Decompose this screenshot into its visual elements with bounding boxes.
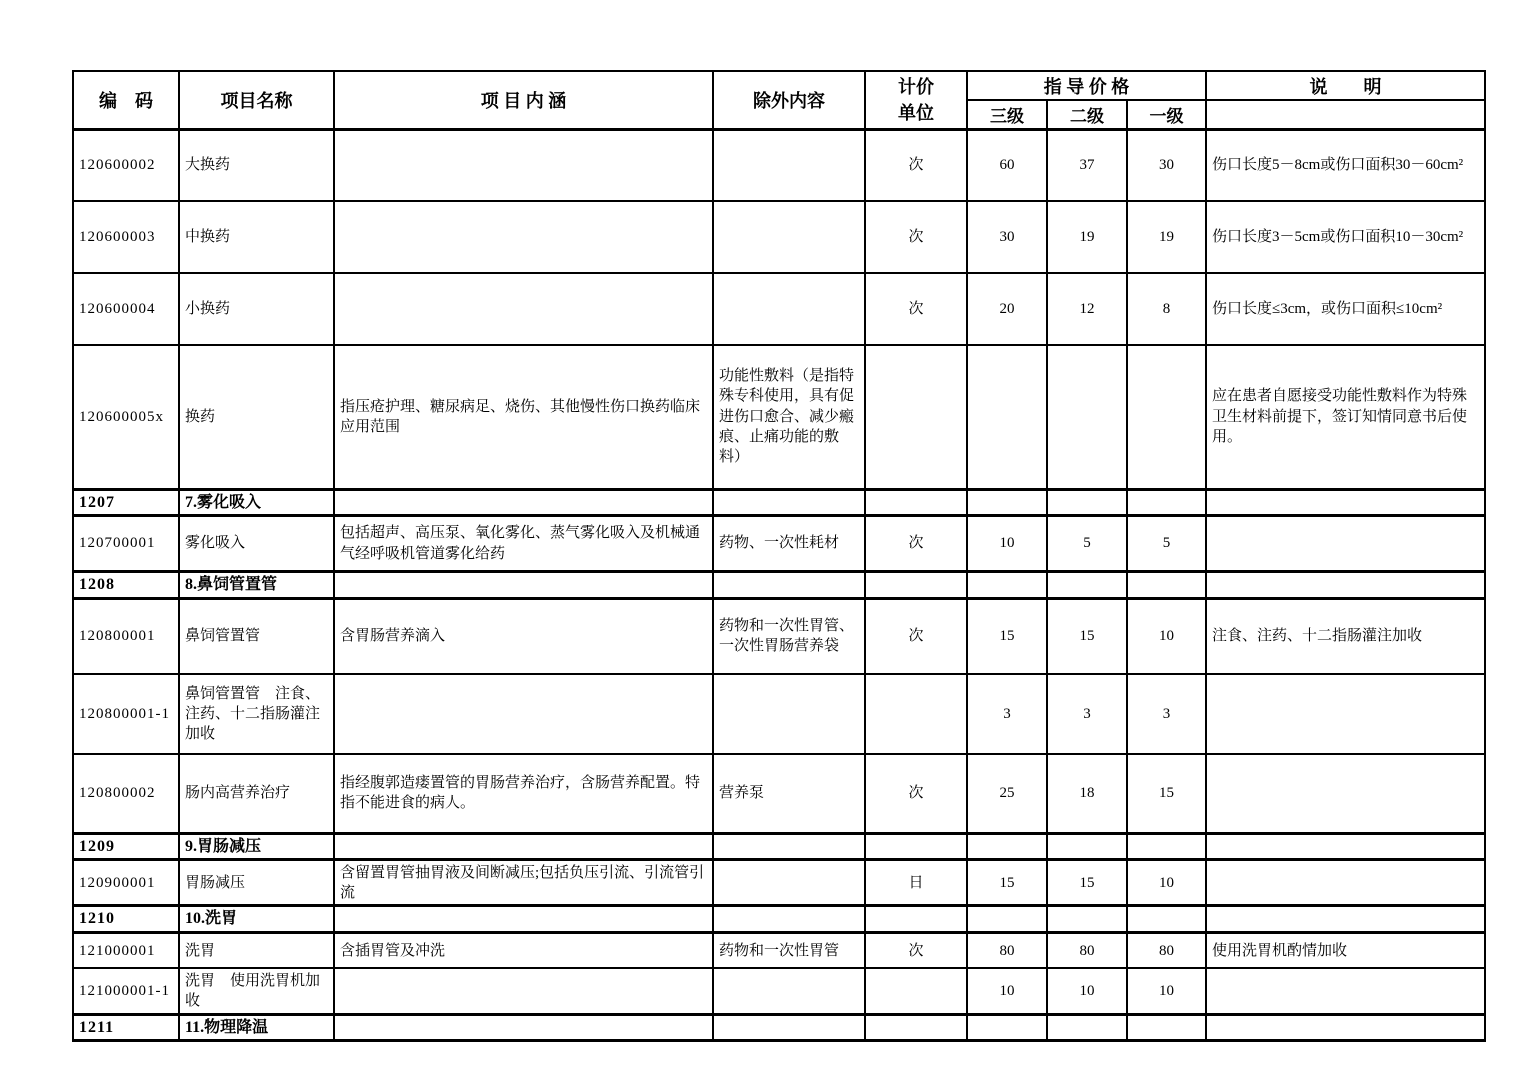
row-exclusions: [713, 129, 865, 201]
row-code: 1209: [73, 833, 179, 860]
row-note: [1206, 754, 1485, 833]
row-code: 121000001: [73, 932, 179, 968]
row-exclusions: [713, 1014, 865, 1041]
row-price-level1: 30: [1127, 129, 1206, 201]
row-price-level3: [967, 572, 1047, 599]
row-item-content: [334, 129, 713, 201]
row-note: [1206, 674, 1485, 754]
row-item-name: 鼻饲管置管 注食、注药、十二指肠灌注加收: [179, 674, 334, 754]
header-item-content: 项 目 内 涵: [334, 71, 713, 129]
row-price-level1: [1127, 572, 1206, 599]
table-row: [73, 273, 1485, 345]
header-item-name: 项目名称: [179, 71, 334, 129]
row-code: 1208: [73, 572, 179, 599]
row-price-level1: [1127, 1014, 1206, 1041]
row-code: 120800002: [73, 754, 179, 833]
row-note: [1206, 516, 1485, 572]
row-pricing-unit: [865, 833, 967, 860]
row-pricing-unit: 次: [865, 129, 967, 201]
row-note: [1206, 833, 1485, 860]
row-code: 120600005x: [73, 345, 179, 489]
row-note: 伤口长度5－8cm或伤口面积30－60cm²: [1206, 129, 1485, 201]
row-pricing-unit: [865, 906, 967, 933]
row-exclusions: [713, 968, 865, 1014]
row-exclusions: [713, 906, 865, 933]
table-row: [73, 516, 1485, 572]
row-price-level1: 5: [1127, 516, 1206, 572]
row-item-name: 9.胃肠减压: [179, 833, 334, 860]
row-price-level3: 10: [967, 516, 1047, 572]
row-exclusions: [713, 860, 865, 906]
row-price-level2: 18: [1047, 754, 1127, 833]
section-row: [73, 489, 1485, 516]
row-note: [1206, 489, 1485, 516]
row-item-content: [334, 572, 713, 599]
row-price-level2: 80: [1047, 932, 1127, 968]
row-item-content: [334, 674, 713, 754]
fee-schedule-table: [72, 70, 1486, 1042]
row-price-level3: 15: [967, 598, 1047, 674]
row-price-level3: 60: [967, 129, 1047, 201]
row-price-level3: [967, 1014, 1047, 1041]
table-row: [73, 201, 1485, 273]
row-price-level3: 25: [967, 754, 1047, 833]
row-exclusions: [713, 833, 865, 860]
row-pricing-unit: [865, 572, 967, 599]
row-price-level1: 8: [1127, 273, 1206, 345]
row-exclusions: [713, 201, 865, 273]
row-price-level1: 10: [1127, 598, 1206, 674]
row-item-name: 小换药: [179, 273, 334, 345]
section-row: [73, 1014, 1485, 1041]
row-price-level3: 30: [967, 201, 1047, 273]
row-item-content: [334, 968, 713, 1014]
row-pricing-unit: 日: [865, 860, 967, 906]
row-price-level1: 3: [1127, 674, 1206, 754]
row-code: 120600003: [73, 201, 179, 273]
row-price-level2: 19: [1047, 201, 1127, 273]
row-price-level2: [1047, 906, 1127, 933]
row-note: 应在患者自愿接受功能性敷料作为特殊卫生材料前提下，签订知情同意书后使用。: [1206, 345, 1485, 489]
header-pricing-unit: [865, 71, 967, 129]
row-price-level2: [1047, 1014, 1127, 1041]
row-price-level2: [1047, 345, 1127, 489]
row-price-level1: [1127, 489, 1206, 516]
header-exclusions: 除外内容: [713, 71, 865, 129]
row-code: 1210: [73, 906, 179, 933]
row-price-level1: 15: [1127, 754, 1206, 833]
row-item-name: 雾化吸入: [179, 516, 334, 572]
row-item-content: 指经腹郭造瘘置管的胃肠营养治疗，含肠营养配置。特指不能进食的病人。: [334, 754, 713, 833]
row-pricing-unit: 次: [865, 598, 967, 674]
row-price-level2: 37: [1047, 129, 1127, 201]
row-code: 121000001-1: [73, 968, 179, 1014]
row-item-name: 换药: [179, 345, 334, 489]
header-note-sub: [1206, 100, 1485, 129]
row-item-content: [334, 489, 713, 516]
row-item-name: 中换药: [179, 201, 334, 273]
row-code: 120700001: [73, 516, 179, 572]
row-item-name: 7.雾化吸入: [179, 489, 334, 516]
row-price-level1: 80: [1127, 932, 1206, 968]
row-price-level1: 10: [1127, 968, 1206, 1014]
row-pricing-unit: [865, 1014, 967, 1041]
table-row: [73, 860, 1485, 906]
row-exclusions: 药物、一次性耗材: [713, 516, 865, 572]
table-row: [73, 754, 1485, 833]
row-price-level3: [967, 345, 1047, 489]
section-row: [73, 833, 1485, 860]
row-price-level3: 15: [967, 860, 1047, 906]
row-pricing-unit: 次: [865, 932, 967, 968]
row-note: [1206, 1014, 1485, 1041]
row-item-name: 10.洗胃: [179, 906, 334, 933]
row-item-name: 鼻饲管置管: [179, 598, 334, 674]
row-pricing-unit: [865, 489, 967, 516]
row-price-level3: 80: [967, 932, 1047, 968]
table-row: [73, 129, 1485, 201]
header-level2: 二级: [1047, 100, 1127, 129]
row-item-name: 胃肠减压: [179, 860, 334, 906]
row-note: [1206, 906, 1485, 933]
row-item-name: 8.鼻饲管置管: [179, 572, 334, 599]
row-note: 伤口长度3－5cm或伤口面积10－30cm²: [1206, 201, 1485, 273]
row-price-level2: [1047, 833, 1127, 860]
row-exclusions: [713, 489, 865, 516]
row-note: [1206, 572, 1485, 599]
row-price-level1: [1127, 906, 1206, 933]
row-exclusions: [713, 273, 865, 345]
row-item-content: 含留置胃管抽胃液及间断减压;包括负压引流、引流管引流: [334, 860, 713, 906]
row-item-content: 包括超声、高压泵、氧化雾化、蒸气雾化吸入及机械通气经呼吸机管道雾化给药: [334, 516, 713, 572]
row-note: [1206, 860, 1485, 906]
row-price-level3: 3: [967, 674, 1047, 754]
row-item-name: 大换药: [179, 129, 334, 201]
table-body: [73, 129, 1485, 1041]
row-price-level1: 10: [1127, 860, 1206, 906]
row-price-level1: 19: [1127, 201, 1206, 273]
header-level3: 三级: [967, 100, 1047, 129]
section-row: [73, 572, 1485, 599]
row-price-level2: 5: [1047, 516, 1127, 572]
row-code: 1211: [73, 1014, 179, 1041]
row-exclusions: 营养泵: [713, 754, 865, 833]
row-code: 1207: [73, 489, 179, 516]
row-pricing-unit: 次: [865, 201, 967, 273]
row-pricing-unit: 次: [865, 516, 967, 572]
section-row: [73, 906, 1485, 933]
row-price-level2: 15: [1047, 598, 1127, 674]
row-item-content: [334, 906, 713, 933]
row-note: 注食、注药、十二指肠灌注加收: [1206, 598, 1485, 674]
table-row: [73, 932, 1485, 968]
row-pricing-unit: 次: [865, 273, 967, 345]
row-price-level2: 10: [1047, 968, 1127, 1014]
row-price-level2: 12: [1047, 273, 1127, 345]
row-code: 120800001-1: [73, 674, 179, 754]
header-note: 说 明: [1206, 71, 1485, 100]
header-guide-price: 指 导 价 格: [967, 71, 1206, 100]
row-price-level1: [1127, 833, 1206, 860]
row-code: 120800001: [73, 598, 179, 674]
row-price-level3: [967, 833, 1047, 860]
row-item-content: 含胃肠营养滴入: [334, 598, 713, 674]
row-item-content: [334, 833, 713, 860]
row-price-level3: 20: [967, 273, 1047, 345]
row-exclusions: 药物和一次性胃管: [713, 932, 865, 968]
row-item-content: 含插胃管及冲洗: [334, 932, 713, 968]
row-item-name: 洗胃: [179, 932, 334, 968]
row-pricing-unit: [865, 968, 967, 1014]
row-code: 120900001: [73, 860, 179, 906]
row-item-content: [334, 201, 713, 273]
row-price-level3: 10: [967, 968, 1047, 1014]
header-code: 编 码: [73, 71, 179, 129]
row-exclusions: 功能性敷料（是指特殊专科使用，具有促进伤口愈合、减少瘢痕、止痛功能的敷料）: [713, 345, 865, 489]
row-note: [1206, 968, 1485, 1014]
row-price-level2: 3: [1047, 674, 1127, 754]
row-price-level1: [1127, 345, 1206, 489]
row-exclusions: [713, 572, 865, 599]
row-note: 伤口长度≤3cm，或伤口面积≤10cm²: [1206, 273, 1485, 345]
row-item-content: [334, 273, 713, 345]
table-row: [73, 674, 1485, 754]
row-price-level2: 15: [1047, 860, 1127, 906]
row-note: 使用洗胃机酌情加收: [1206, 932, 1485, 968]
table-row: [73, 968, 1485, 1014]
table-row: [73, 598, 1485, 674]
header-level1: 一级: [1127, 100, 1206, 129]
row-pricing-unit: 次: [865, 754, 967, 833]
row-code: 120600004: [73, 273, 179, 345]
row-price-level2: [1047, 572, 1127, 599]
row-price-level2: [1047, 489, 1127, 516]
row-item-name: 肠内高营养治疗: [179, 754, 334, 833]
row-pricing-unit: [865, 345, 967, 489]
row-price-level3: [967, 906, 1047, 933]
header-pricing-unit-line2: 单位: [898, 102, 934, 123]
row-code: 120600002: [73, 129, 179, 201]
row-exclusions: 药物和一次性胃管、一次性胃肠营养袋: [713, 598, 865, 674]
header-pricing-unit-line1: 计价: [898, 76, 934, 97]
row-item-name: 洗胃 使用洗胃机加收: [179, 968, 334, 1014]
table-row: [73, 345, 1485, 489]
row-item-content: [334, 1014, 713, 1041]
row-item-content: 指压疮护理、糖尿病足、烧伤、其他慢性伤口换药临床应用范围: [334, 345, 713, 489]
row-pricing-unit: [865, 674, 967, 754]
row-item-name: 11.物理降温: [179, 1014, 334, 1041]
row-exclusions: [713, 674, 865, 754]
row-price-level3: [967, 489, 1047, 516]
